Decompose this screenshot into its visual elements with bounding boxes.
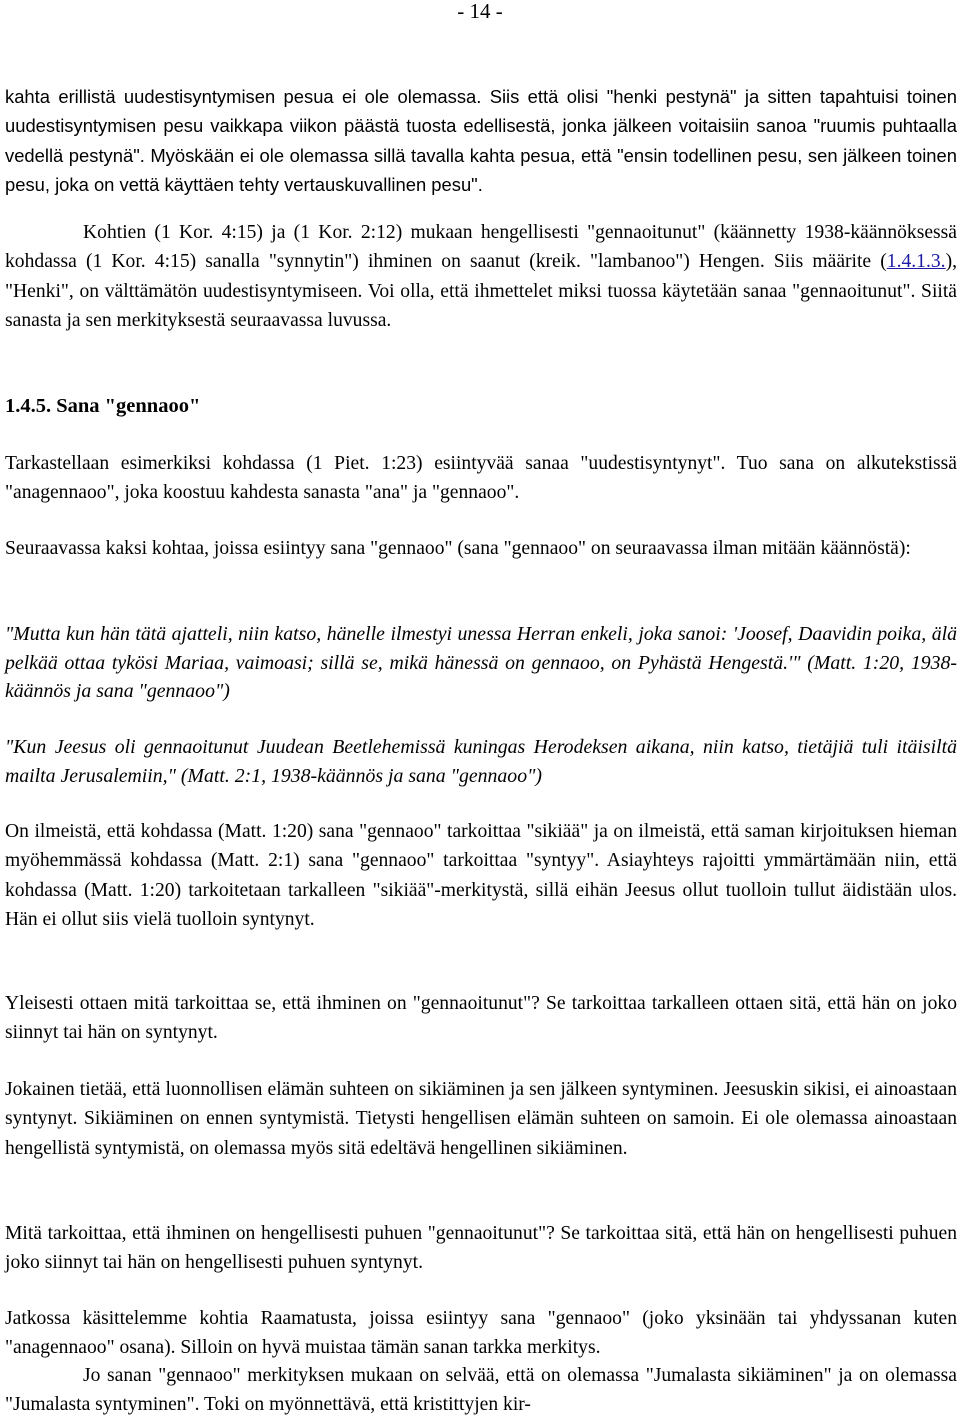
paragraph-kohtien-text-end: ), "Henki", on välttämätön uudestisyntymiseen. Voi olla, että ihmettelet miksi tuossa käytetään sanaa "gennaoitunut". Siitä sanasta ja sen merkityksestä seuraavassa luvussa. (5, 251, 957, 331)
page-number: - 14 - (457, 0, 503, 23)
section-link[interactable]: 1.4.1.3. (886, 251, 946, 273)
paragraph-yleisesti: Yleisesti ottaen mitä tarkoittaa se, että ihminen on "gennaoitunut"? Se tarkoittaa tarkalleen ottaen sitä, että hän on joko siinnyt tai hän on syntynyt. (5, 993, 957, 1044)
paragraph-tarkastellaan: Tarkastellaan esimerkiksi kohdassa (1 Piet. 1:23) esiintyvää sanaa "uudestisyntynyt". Tuo sana on alkutekstissä "anagennaoo", joka koostuu kahdesta sanasta "ana" ja "gennaoo". (5, 453, 957, 504)
paragraph-continuation: kahta erillistä uudestisyntymisen pesua ei ole olemassa. Siis että olisi "henki pestynä" ja sitten tapahtuisi toinen uudestisyntymisen pesu vaikkapa viikon päästä tuosta edellisestä, jonka jälkeen voitaisiin sanoa "ruumis puhtaalla vedellä pestynä". Myöskään ei ole olemassa sillä tavalla kahta pesua, että "ensin todellinen pesu, sen jälkeen toinen pesu, joka on vettä käyttäen tehty vertauskuvallinen pesu". (5, 86, 957, 195)
paragraph-mita-tarkoittaa: Mitä tarkoittaa, että ihminen on hengellisesti puhuen "gennaoitunut"? Se tarkoittaa sitä, että hän on hengellisesti puhuen joko siinnyt tai hän on hengellisesti puhuen syntynyt. (5, 1223, 957, 1274)
paragraph-kohtien (5, 218, 957, 335)
section-heading: 1.4.5. Sana "gennaoo" (5, 395, 201, 417)
paragraph-jokainen: Jokainen tietää, että luonnollisen elämän suhteen on sikiäminen ja sen jälkeen syntyminen. Jeesuskin sikisi, ei ainoastaan syntynyt. Sikiäminen on ennen syntymistä. Tietysti hengellisen elämän suhteen on samoin. Ei ole olemassa ainoastaan hengellistä syntymistä, on olemassa myös sitä edeltävä hengellinen sikiäminen. (5, 1079, 957, 1159)
paragraph-jo-sanan: Jo sanan "gennaoo" merkityksen mukaan on selvää, että on olemassa "Jumalasta sikiäminen" ja on olemassa "Jumalasta syntyminen". Toki on myönnettävä, että kristittyjen kir- (5, 1365, 957, 1416)
paragraph-jatkossa: Jatkossa käsittelemme kohtia Raamatusta, joissa esiintyy sana "gennaoo" (joko yksinään tai yhdyssanan kuten "anagennaoo" osana). Silloin on hyvä muistaa tämän sanan tarkka merkitys. (5, 1308, 957, 1359)
paragraph-ilmeista: On ilmeistä, että kohdassa (Matt. 1:20) sana "gennaoo" tarkoittaa "sikiää" ja on ilmeistä, että saman kirjoituksen hieman myöhemmässä kohdassa (Matt. 2:1) sana "gennaoo" tarkoittaa "syntyy". Asiayhteys rajoitti ymmärtämään niin, että kohdassa (Matt. 1:20) tarkoitetaan tarkalleen "sikiää"-merkitystä, sillä eihän Jeesus ollut tuolloin tullut äidistään ulos. Hän ei ollut siis vielä tuolloin syntynyt. (5, 821, 957, 930)
paragraph-kohtien-text: Kohtien (1 Kor. 4:15) ja (1 Kor. 2:12) mukaan hengellisesti "gennaoitunut" (käännetty 1938-käännöksessä kohdassa (1 Kor. 4:15) sanalla "synnytin") ihminen on saanut (kreik. "lambanoo") Hengen. Siis määrite ( (5, 222, 957, 273)
scripture-quote-matt-2-1: "Kun Jeesus oli gennaoitunut Juudean Beetlehemissä kuningas Herodeksen aikana, niin katso, tietäjiä tuli itäisiltä mailta Jerusalemiin," (Matt. 2:1, 1938-käännös ja sana "gennaoo") (5, 736, 957, 787)
paragraph-seuraavassa: Seuraavassa kaksi kohtaa, joissa esiintyy sana "gennaoo" (sana "gennaoo" on seuraavassa ilman mitään käännöstä): (5, 538, 911, 559)
scripture-quote-matt-1-20: "Mutta kun hän tätä ajatteli, niin katso, hänelle ilmestyi unessa Herran enkeli, joka sanoi: 'Joosef, Daavidin poika, älä pelkää ottaa tykösi Mariaa, vaimoasi; sillä se, mikä hänessä on gennaoo, on Pyhästä Hengestä.'" (Matt. 1:20, 1938-käännös ja sana "gennaoo") (5, 623, 957, 702)
